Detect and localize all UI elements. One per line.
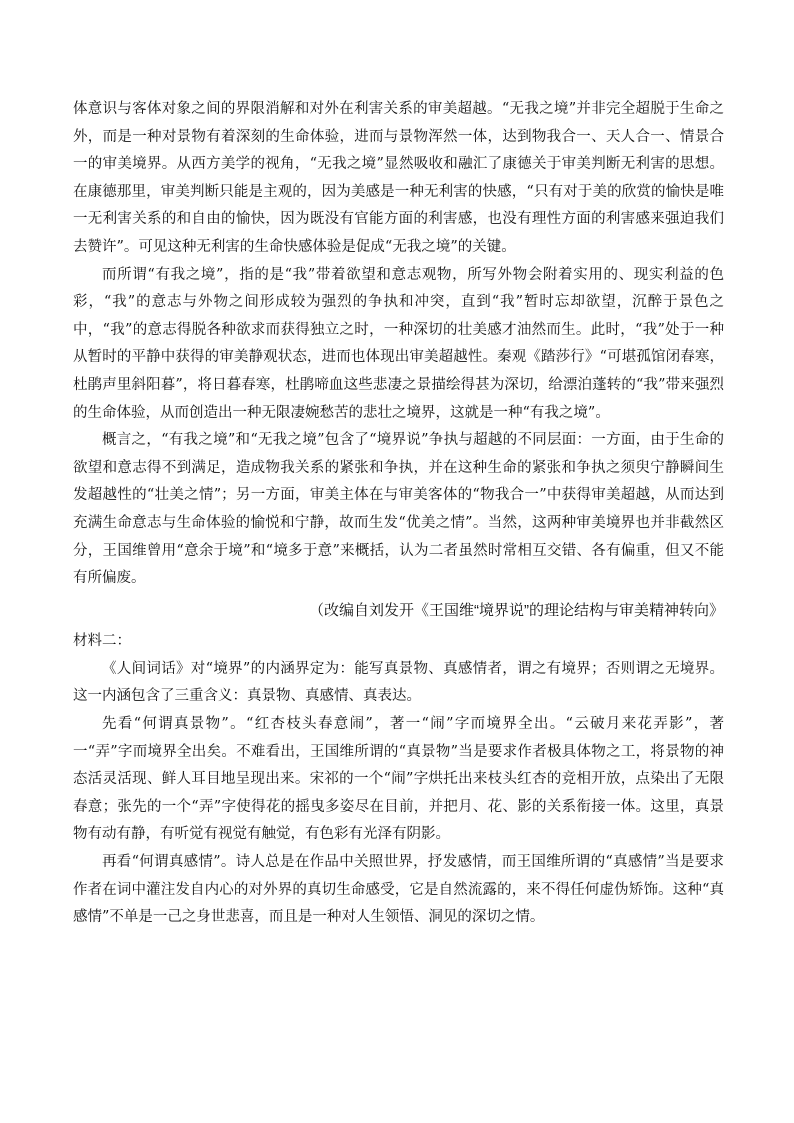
article-body (73, 96, 724, 932)
paragraph: 先看“何谓真景物”。“红杏枝头春意闹”，著一“闹”字而境界全出。“云破月来花弄影”，著一“弄”字而境界全出矣。不难看出，王国维所谓的“真景物”当是要求作者极具体物之工，将景物的神态活灵活现、鲜人耳目地呈现出来。宋祁的一个“闹”字烘托出来枝头红杏的竞相开放，点染出了无限春意；张先的一个“弄”字使得花的摇曳多姿尽在目前，并把月、花、影的关系衔接一体。这里，真景物有动有静，有听觉有视觉有触觉，有色彩有光泽有阴影。 (73, 716, 724, 843)
section-label: 材料二： (73, 633, 131, 650)
source-citation: （改编自刘发开《王国维“境界说”的理论结构与审美精神转向》 (309, 601, 724, 619)
paragraph: 体意识与客体对象之间的界限消解和对外在利害关系的审美超越。“无我之境”并非完全超脱于生命之外，而是一种对景物有着深刻的生命体验，进而与景物浑然一体，达到物我合一、天人合一、情景合一的审美境界。从西方美学的视角，“无我之境”显然吸收和融汇了康德关于审美判断无利害的思想。在康德那里，审美判断只能是主观的，因为美感是一种无利害的快感，“只有对于美的欣赏的愉快是唯一无利害关系的和自由的愉快，因为既没有官能方面的利害感，也没有理性方面的利害感来强迫我们去赞许”。可见这种无利害的生命快感体验是促成“无我之境”的关键。 (73, 101, 724, 255)
paragraph: 再看“何谓真感情”。诗人总是在作品中关照世界，抒发感情，而王国维所谓的“真感情”当是要求作者在词中灌注发自内心的对外界的真切生命感受，它是自然流露的，来不得任何虚伪矫饰。这种“真感情”不单是一己之身世悲喜，而且是一种对人生领悟、洞见的深切之情。 (73, 854, 724, 926)
paragraph: 《人间词话》对“境界”的内涵界定为：能写真景物、真感情者，谓之有境界；否则谓之无境界。这一内涵包含了三重含义：真景物、真感情、真表达。 (73, 660, 724, 705)
paragraph: 而所谓“有我之境”，指的是“我”带着欲望和意志观物，所写外物会附着实用的、现实利益的色彩，“我”的意志与外物之间形成较为强烈的争执和冲突，直到“我”暂时忘却欲望，沉醉于景色之中，“我”的意志得脱各种欲求而获得独立之时，一种深切的壮美感才油然而生。此时，“我”处于一种从暂时的平静中获得的审美静观状态，进而也体现出审美超越性。秦观《踏莎行》“可堪孤馆闭春寒，杜鹃声里斜阳暮”，将日暮春寒，杜鹃啼血这些悲凄之景描绘得甚为深切，给漂泊蓬转的“我”带来强烈的生命体验，从而创造出一种无限凄婉愁苦的悲壮之境界，这就是一种“有我之境”。 (73, 266, 724, 421)
paragraph: 概言之，“有我之境”和“无我之境”包含了“境界说”争执与超越的不同层面：一方面，由于生命的欲望和意志得不到满足，造成物我关系的紧张和争执，并在这种生命的紧张和争执之须臾宁静瞬间生发超越性的“壮美之情”；另一方面，审美主体在与审美客体的“物我合一”中获得审美超越，从而达到充满生命意志与生命体验的愉悦和宁静，故而生发“优美之情”。当然，这两种审美境界也并非截然区分，王国维曾用“意余于境”和“境多于意”来概括，认为二者虽然时常相互交错、各有偏重，但又不能有所偏废。 (73, 432, 724, 587)
